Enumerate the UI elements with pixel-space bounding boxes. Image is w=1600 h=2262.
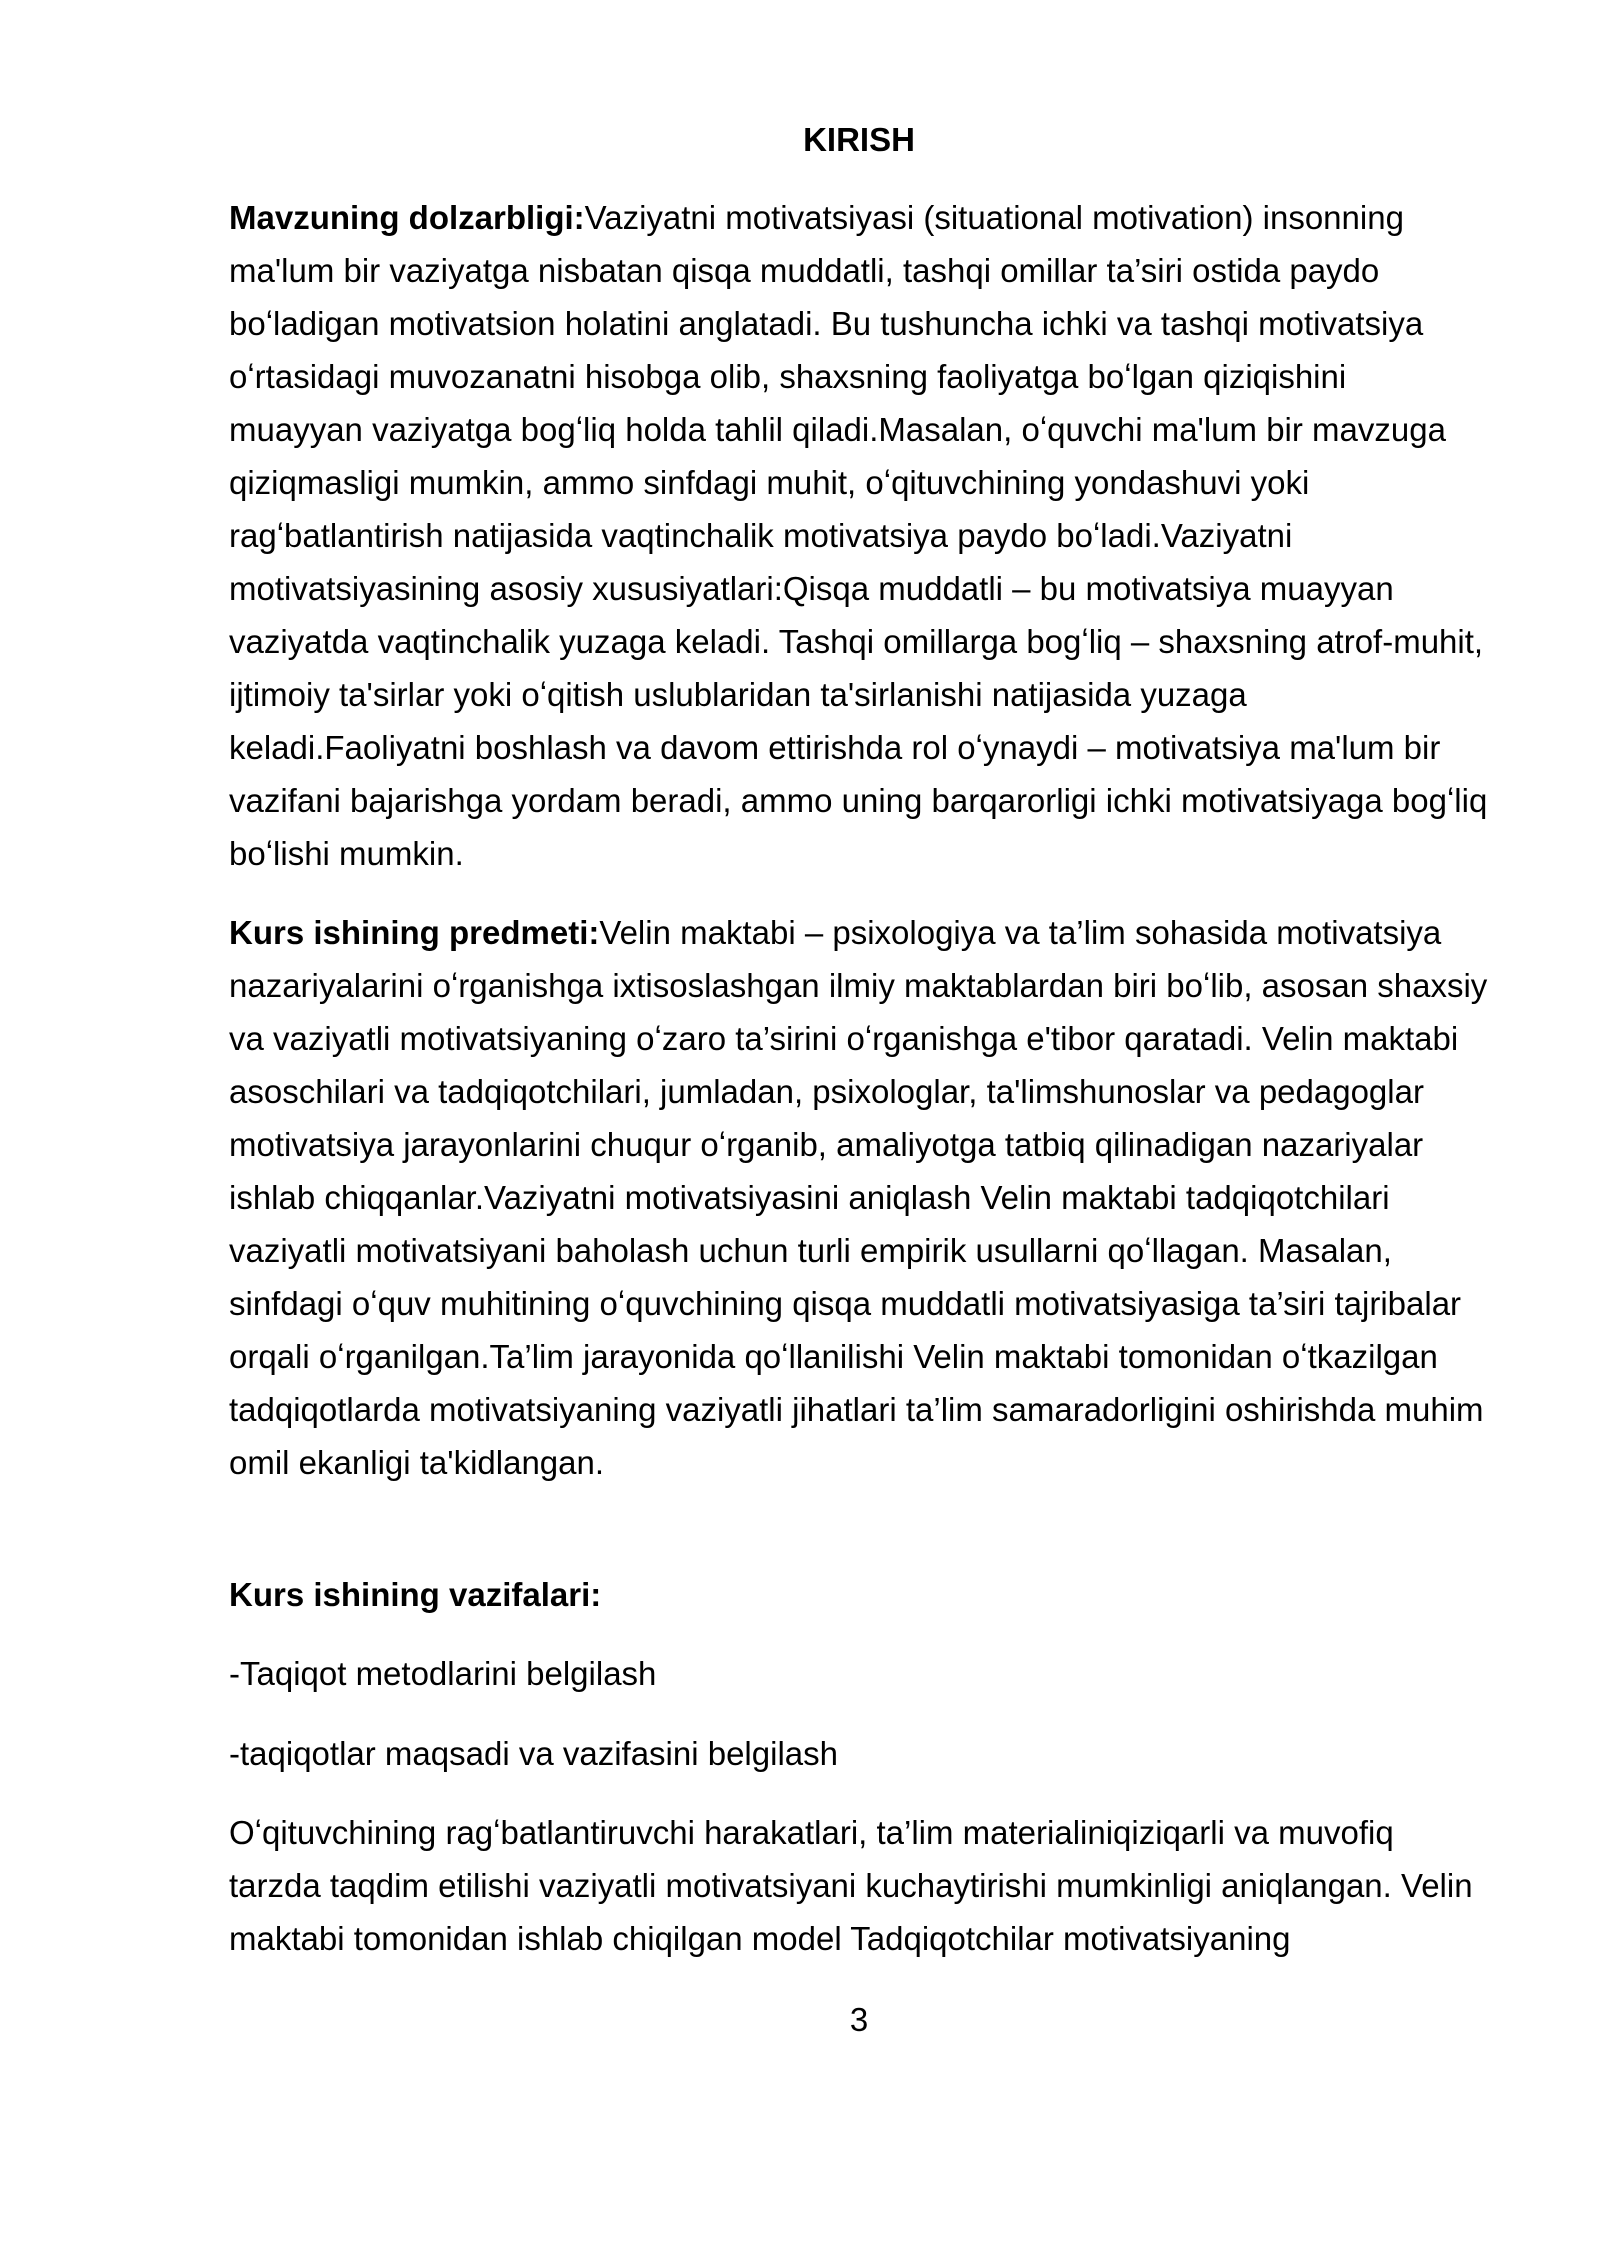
paragraph-subject-text: Velin maktabi – psixologiya va ta’lim sohasida motivatsiya nazariyalarini oʻrganishga ixtisoslashgan ilmiy maktablardan biri boʻlib, asosan shaxsiy va vaziyatli motivatsiyaning oʻzaro ta’sirini oʻrganishga e'tibor qaratadi. Velin maktabi asoschilari va tadqiqotchilari, jumladan, psixologlar, ta'limshunoslar va pedagoglar motivatsiya jarayonlarini chuqur oʻrganib, amaliyotga tatbiq qilinadigan nazariyalar ishlab chiqqanlar.Vaziyatni motivatsiyasini aniqlash Velin maktabi tadqiqotchilari vaziyatli motivatsiyani baholash uchun turli empirik usullarni qoʻllagan. Masalan, sinfdagi oʻquv muhitining oʻquvchining qisqa muddatli motivatsiyasiga ta’siri tajribalar orqali oʻrganilgan.Ta’lim jarayonida qoʻllanilishi Velin maktabi tomonidan oʻtkazilgan tadqiqotlarda motivatsiyaning vaziyatli jihatlari ta’lim samaradorligini oshirishda muhim omil ekanligi ta'kidlangan. (229, 914, 1488, 1481)
paragraph-subject-lead: Kurs ishining predmeti: (229, 914, 600, 951)
page-number: 3 (849, 2001, 869, 2038)
task-item: -taqiqotlar maqsadi va vazifasini belgilash (229, 1735, 838, 1772)
paragraph-subject (229, 906, 1489, 1489)
paragraph-relevance-lead: Mavzuning dolzarbligi: (229, 199, 585, 236)
closing-paragraph: Oʻqituvchining ragʻbatlantiruvchi harakatlari, ta’lim materialiniqiziqarli va muvofiq tarzda taqdim etilishi vaziyatli motivatsiyani kuchaytirishi mumkinligi aniqlangan. Velin maktabi tomonidan ishlab chiqilgan model Tadqiqotchilar motivatsiyaning (229, 1814, 1473, 1957)
task-item: -Taqiqot metodlarini belgilash (229, 1655, 657, 1692)
paragraph-relevance (229, 191, 1489, 880)
tasks-heading: Kurs ishining vazifalari: (229, 1576, 602, 1613)
document-heading: KIRISH (803, 121, 915, 158)
paragraph-relevance-text: Vaziyatni motivatsiyasi (situational motivation) insonning ma'lum bir vaziyatga nisbatan qisqa muddatli, tashqi omillar ta’siri ostida paydo boʻladigan motivatsion holatini anglatadi. Bu tushuncha ichki va tashqi motivatsiya oʻrtasidagi muvozanatni hisobga olib, shaxsning faoliyatga boʻlgan qiziqishini muayyan vaziyatga bogʻliq holda tahlil qiladi.Masalan, oʻquvchi ma'lum bir mavzuga qiziqmasligi mumkin, ammo sinfdagi muhit, oʻqituvchining yondashuvi yoki ragʻbatlantirish natijasida vaqtinchalik motivatsiya paydo boʻladi.Vaziyatni motivatsiyasining asosiy xususiyatlari:Qisqa muddatli – bu motivatsiya muayyan vaziyatda vaqtinchalik yuzaga keladi. Tashqi omillarga bogʻliq – shaxsning atrof-muhit, ijtimoiy ta'sirlar yoki oʻqitish uslublaridan ta'sirlanishi natijasida yuzaga keladi.Faoliyatni boshlash va davom ettirishda rol oʻynaydi – motivatsiya ma'lum bir vazifani bajarishga yordam beradi, ammo uning barqarorligi ichki motivatsiyaga bogʻliq boʻlishi mumkin. (229, 199, 1488, 872)
